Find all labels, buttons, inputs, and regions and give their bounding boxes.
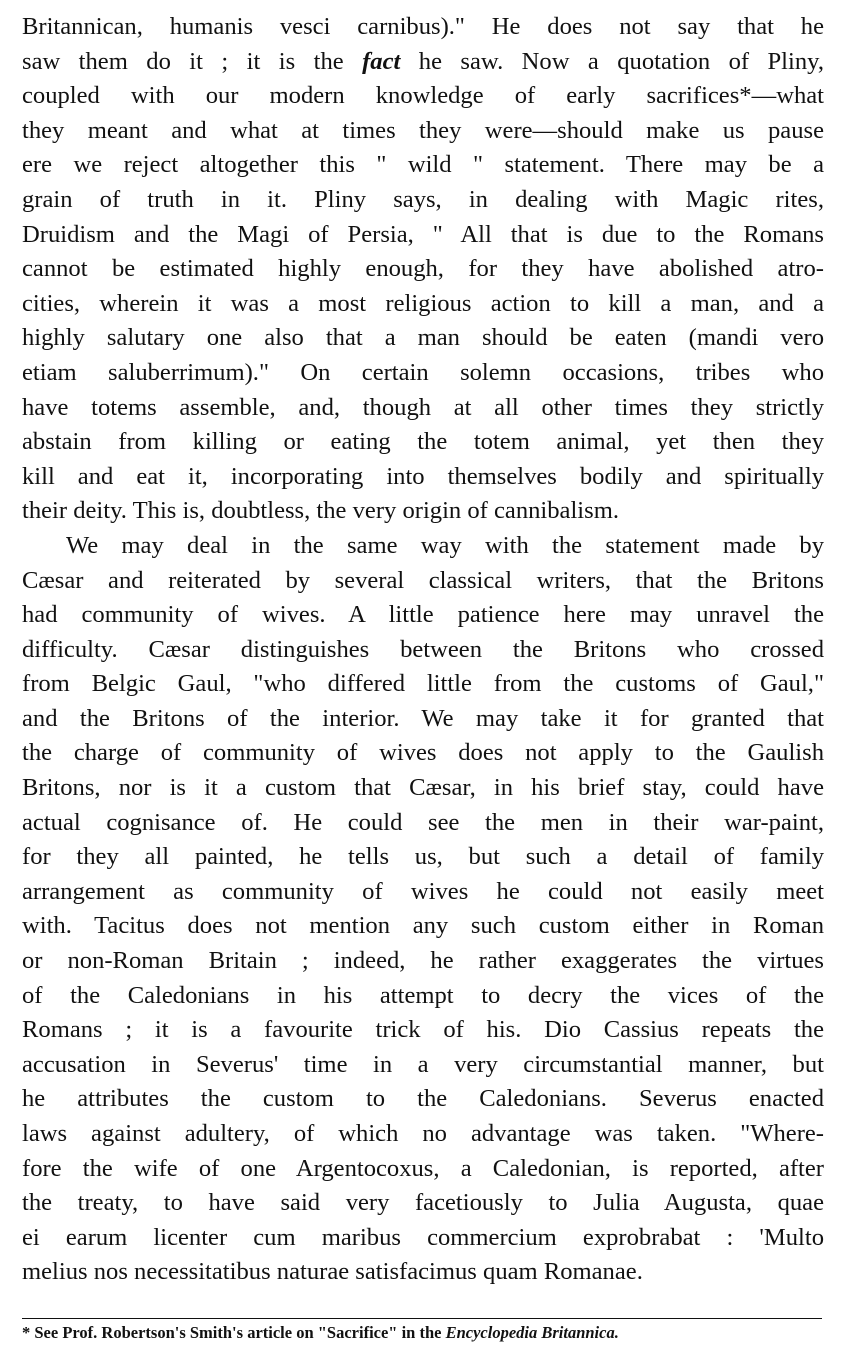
text-line: have totems assemble, and, though at all other times they strictly: [22, 393, 824, 421]
footnote: [22, 1322, 822, 1344]
text-line: and the Britons of the interior. We may take it for granted that: [22, 704, 824, 732]
paragraph-2: [22, 529, 824, 1290]
text-line: cities, wherein it was a most religious action to kill a man, and a: [22, 289, 824, 317]
paragraph-1: [22, 10, 824, 529]
text-line: cannot be estimated highly enough, for they have abolished atro-: [22, 255, 824, 283]
text-line: Britons, nor is it a custom that Cæsar, in his brief stay, could have: [22, 774, 824, 802]
text-line: fore the wife of one Argentocoxus, a Caledonian, is reported, after: [22, 1154, 824, 1182]
text-line: actual cognisance of. He could see the men in their war-paint,: [22, 808, 824, 836]
text-line: accusation in Severus' time in a very circumstantial manner, but: [22, 1050, 824, 1078]
text-line: coupled with our modern knowledge of early sacrifices*—what: [22, 82, 824, 110]
text-line: for they all painted, he tells us, but such a detail of family: [22, 843, 824, 871]
text-line: Cæsar and reiterated by several classical writers, that the Britons: [22, 566, 824, 594]
text-line: saw them do it ; it is the fact he saw. Now a quotation of Pliny,: [22, 47, 824, 75]
text-line: with. Tacitus does not mention any such custom either in Roman: [22, 912, 824, 940]
text-line: he attributes the custom to the Caledonians. Severus enacted: [22, 1085, 824, 1113]
footnote-marker: *: [22, 1323, 31, 1342]
text-line: the charge of community of wives does not apply to the Gaulish: [22, 739, 824, 767]
text-line: arrangement as community of wives he could not easily meet: [22, 877, 824, 905]
text-line: difficulty. Cæsar distinguishes between the Britons who crossed: [22, 635, 824, 663]
footnote-text: See Prof. Robertson's Smith's article on "Sacrifice" in the: [34, 1323, 442, 1342]
text-line: abstain from killing or eating the totem animal, yet then they: [22, 428, 824, 456]
text-line: the treaty, to have said very facetiously to Julia Augusta, quae: [22, 1189, 824, 1217]
text-line: their deity. This is, doubtless, the very origin of cannibalism.: [22, 497, 619, 525]
text-line: had community of wives. A little patience here may unravel the: [22, 601, 824, 629]
text-line: highly salutary one also that a man should be eaten (mandi vero: [22, 324, 824, 352]
text-line: melius nos necessitatibus naturae satisfacimus quam Romanae.: [22, 1258, 643, 1286]
text-line: Romans ; it is a favourite trick of his. Dio Cassius repeats the: [22, 1016, 824, 1044]
text-line: Druidism and the Magi of Persia, " All that is due to the Romans: [22, 220, 824, 248]
emphasized-word: fact: [362, 47, 401, 75]
footnote-divider: [22, 1318, 822, 1319]
text-line: Britannican, humanis vesci carnibus)." He does not say that he: [22, 13, 824, 40]
text-line: We may deal in the same way with the statement made by: [66, 531, 824, 559]
page-body: [22, 10, 824, 1290]
text-line: of the Caledonians in his attempt to decry the vices of the: [22, 981, 824, 1009]
text-line: ei earum licenter cum maribus commercium exprobrabat : 'Multo: [22, 1223, 824, 1251]
text-line: ere we reject altogether this " wild " statement. There may be a: [22, 151, 824, 179]
text-line: laws against adultery, of which no advantage was taken. "Where-: [22, 1120, 824, 1147]
text-line: etiam saluberrimum)." On certain solemn occasions, tribes who: [22, 358, 824, 386]
text-line: grain of truth in it. Pliny says, in dealing with Magic rites,: [22, 185, 824, 213]
text-line: from Belgic Gaul, "who differed little from the customs of Gaul,": [22, 670, 824, 698]
text-line: or non-Roman Britain ; indeed, he rather exaggerates the virtues: [22, 947, 824, 975]
footnote-source: Encyclopedia Britannica.: [445, 1323, 619, 1342]
text-line: they meant and what at times they were—should make us pause: [22, 116, 824, 144]
text-line: kill and eat it, incorporating into themselves bodily and spiritually: [22, 462, 824, 490]
